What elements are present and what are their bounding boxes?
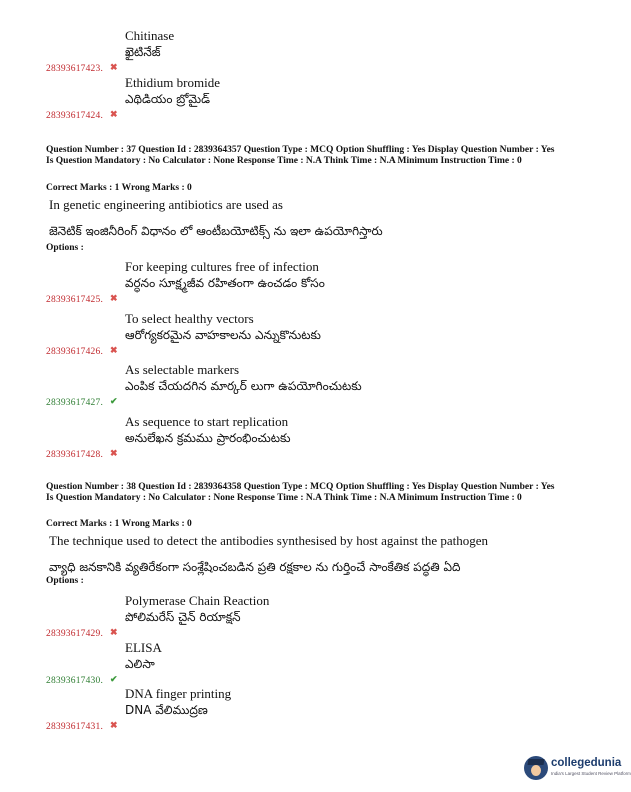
option-id: 28393617427. [46,398,104,408]
option-text-te: ఎథిడియం బ్రోమైడ్ [125,92,210,106]
option-text-te: వర్ధనం సూక్ష్మజీవ రహితంగా ఉంచడం కోసం [125,276,325,290]
option-id: 28393617423. [46,64,104,74]
question-text-te: జెనెటిక్ ఇంజినీరింగ్ విధానం లో ఆంటీబయోటిక్స్ ను ఇలా ఉపయోగిస్తారు [49,224,383,238]
option-text-te: పోలిమరేస్ చైన్ రియాక్షన్ [125,610,241,624]
question-marks: Correct Marks : 1 Wrong Marks : 0 [46,183,192,193]
cross-mark-icon: ✖ [110,109,118,119]
option-row [46,593,586,639]
option-row [46,640,586,686]
option-text-te: DNA వేలిముద్రణ [125,703,208,717]
option-text-te: అనులేఖన క్రమము ప్రారంభించుటకు [125,431,291,445]
question-marks: Correct Marks : 1 Wrong Marks : 0 [46,519,192,529]
cross-mark-icon: ✖ [110,345,118,355]
option-row [46,75,586,121]
cross-mark-icon: ✖ [110,720,118,730]
question-header: Question Number : 38 Question Id : 2839364358 Question Type : MCQ Option Shuffling : Yes Display Question Number : Yes Is Question Mandatory : No Calculator : None Response Time : N.A Think Time : N.A Minimum Instruction Time : 0 [46,482,555,504]
option-id: 28393617424. [46,111,104,121]
collegedunia-logo [524,752,631,786]
option-row [46,259,586,305]
options-label: Options : [46,576,84,586]
option-row [46,686,586,732]
option-text-te: ఎంపిక చేయదగిన మార్కర్ లుగా ఉపయోగించుటకు [125,379,362,393]
logo-name: collegedunia [551,757,622,769]
option-text-en: DNA finger printing [125,686,232,701]
option-text-en: ELISA [125,640,162,655]
option-row [46,362,586,408]
cross-mark-icon: ✖ [110,627,118,637]
option-row [46,28,586,74]
check-mark-icon: ✔ [110,674,118,684]
option-text-en: As selectable markers [125,362,240,377]
option-text-en: Chitinase [125,28,175,43]
question-text-en: The technique used to detect the antibodies synthesised by host against the pathogen [49,533,489,548]
option-id: 28393617428. [46,450,104,460]
option-text-te: ఎలిసా [125,657,155,671]
question-text-en: In genetic engineering antibiotics are used as [49,197,283,212]
option-id: 28393617431. [46,722,104,732]
logo-tagline: India's Largest Student Review Platform [551,771,631,776]
cross-mark-icon: ✖ [110,448,118,458]
question-text-te: వ్యాధి జనకానికి వ్యతిరేకంగా సంశ్లేషించబడిన ప్రతి రక్షకాల ను గుర్తించే సాంకేతిక పద్ధతి ఏది [49,560,461,574]
option-id: 28393617425. [46,295,104,305]
option-text-en: For keeping cultures free of infection [125,259,319,274]
option-text-en: Polymerase Chain Reaction [125,593,270,608]
option-text-te: ఖైటినేజ్ [125,45,161,59]
option-id: 28393617430. [46,676,104,686]
option-text-en: To select healthy vectors [125,311,254,326]
question-header: Question Number : 37 Question Id : 2839364357 Question Type : MCQ Option Shuffling : Yes Display Question Number : Yes Is Question Mandatory : No Calculator : None Response Time : N.A Think Time : N.A Minimum Instruction Time : 0 [46,145,555,167]
check-mark-icon: ✔ [110,396,118,406]
mascot-icon [524,756,548,780]
cross-mark-icon: ✖ [110,62,118,72]
option-text-en: Ethidium bromide [125,75,220,90]
option-text-en: As sequence to start replication [125,414,289,429]
options-label: Options : [46,243,84,253]
option-row [46,311,586,357]
option-id: 28393617426. [46,347,104,357]
option-text-te: ఆరోగ్యకరమైన వాహకాలను ఎన్నుకొనుటకు [125,328,321,342]
cross-mark-icon: ✖ [110,293,118,303]
option-id: 28393617429. [46,629,104,639]
option-row [46,414,586,460]
